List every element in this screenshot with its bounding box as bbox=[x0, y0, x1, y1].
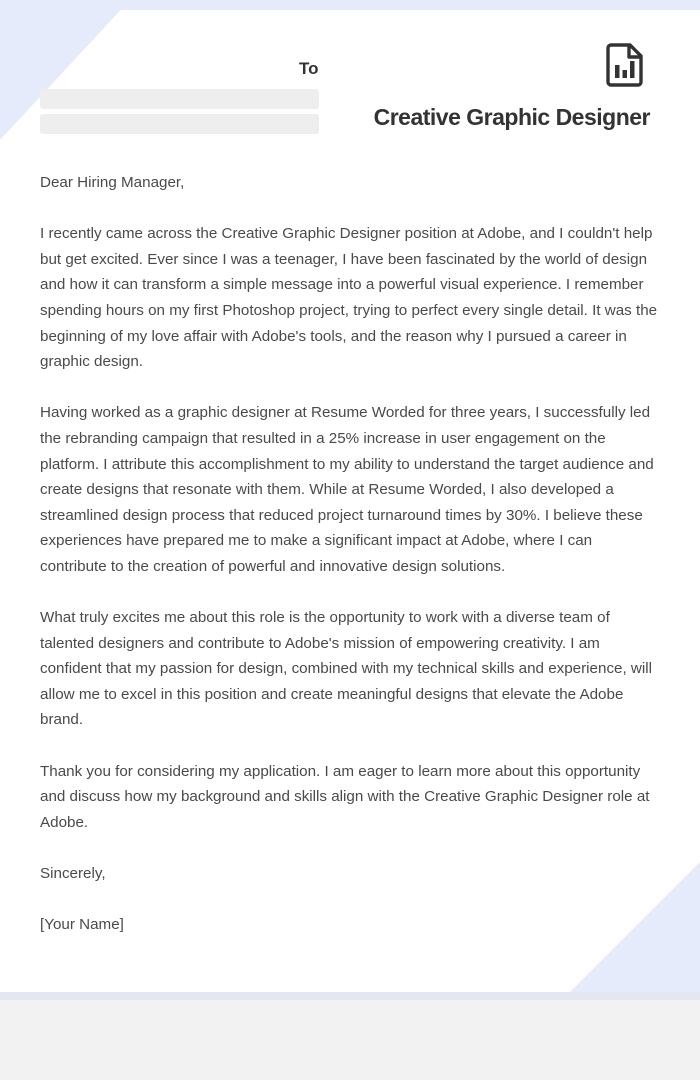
paragraph-3: What truly excites me about this role is the opportunity to work with a diverse team of talented designers and contribute to Adobe's mission of empowering creativity. I am confident that my passion for design, combined with my technical skills and experience, will allow me to excel in this position and create meaningful designs that elevate the Adobe brand. bbox=[40, 609, 653, 729]
recipient-label: To bbox=[299, 59, 319, 78]
document-chart-icon bbox=[606, 43, 644, 87]
page-shadow-edge bbox=[0, 992, 700, 1000]
paragraph-2: Having worked as a graphic designer at Resume Worded for three years, I successfully led the rebranding campaign that resulted in a 25% increase in user engagement on the platform. I attribute this accomplishment to my ability to understand the target audience and create designs that resonate with them. While at Resume Worded, I also developed a streamlined design process that reduced project turnaround times by 30%. I believe these experiences have prepared me to make a significant impact at Adobe, where I can contribute to the creation of powerful and innovative design solutions. bbox=[40, 404, 654, 575]
paragraph-1: I recently came across the Creative Graphic Designer position at Adobe, and I couldn't help but get excited. Ever since I was a teenager, I have been fascinated by the world of design and how it can transform a simple message into a powerful visual experience. I remember spending hours on my first Photoshop project, trying to perfect every single detail. It was the beginning of my love affair with Adobe's tools, and the reason why I pursued a career in graphic design. bbox=[40, 225, 658, 371]
paragraph-4: Thank you for considering my application. I am eager to learn more about this opportunity and discuss how my background and skills align with the Creative Graphic Designer role at Adobe. bbox=[40, 762, 650, 831]
closing: Sincerely, bbox=[40, 865, 106, 883]
signature: [Your Name] bbox=[40, 916, 124, 934]
salutation: Dear Hiring Manager, bbox=[40, 174, 185, 191]
recipient-address-line-2 bbox=[40, 114, 319, 134]
job-title: Creative Graphic Designer bbox=[373, 104, 650, 130]
letter-body bbox=[40, 170, 662, 963]
recipient-address-line-1 bbox=[40, 89, 319, 109]
